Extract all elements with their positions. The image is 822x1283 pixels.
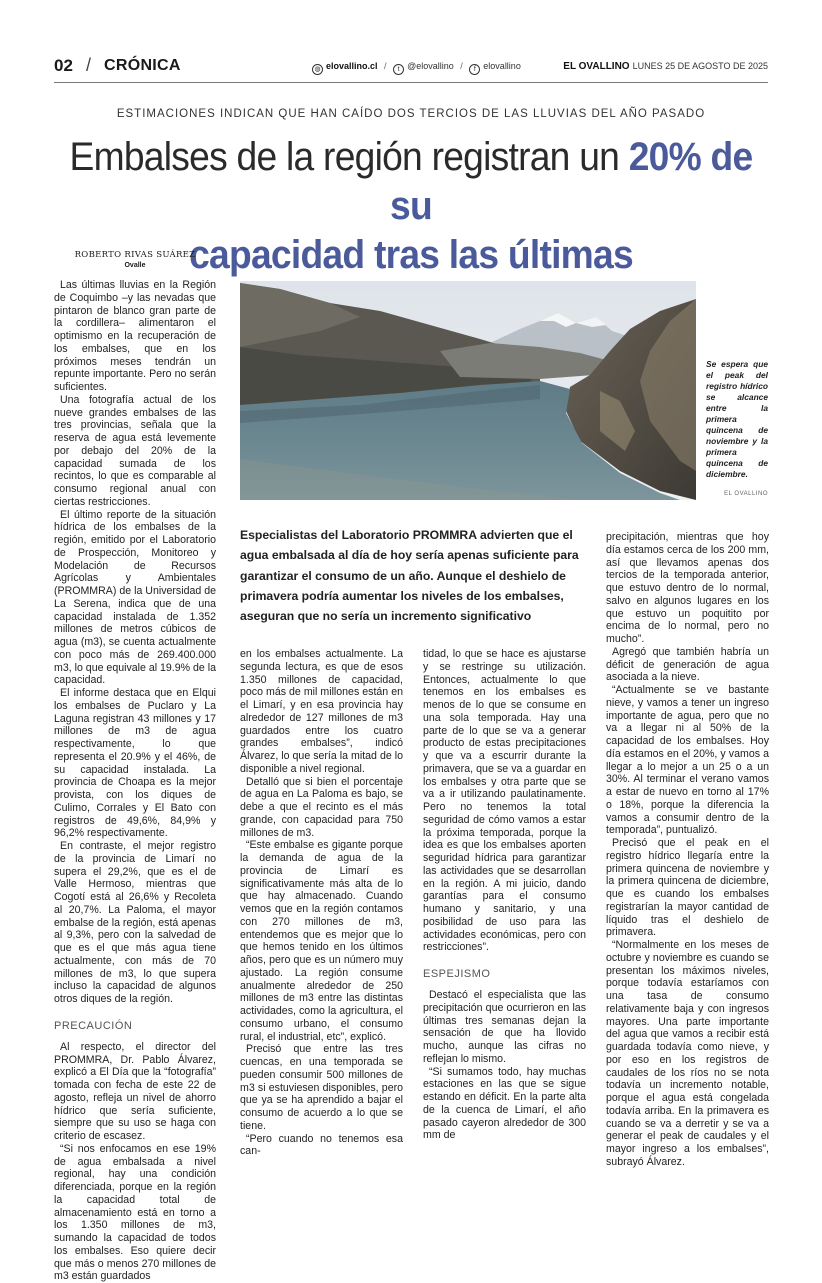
paragraph: Precisó que entre las tres cuencas, en una temporada se pueden consumir 500 millones de m3 si estuviesen disponibles, pero que ya se ha aprendido a bajar el consumo de acuerdo a lo que se tiene. bbox=[240, 1043, 403, 1132]
paragraph: “Pero cuando no tenemos esa can- bbox=[240, 1132, 403, 1158]
paragraph: Una fotografía actual de los nueve grandes embalses de las tres provincias, señala que la reserva de agua está levemente por debajo del 20% de la capacidad sumada de los recintos, lo que es comparable al consumo regional anual con ciertas restricciones. bbox=[54, 393, 216, 508]
twitter-icon: t bbox=[393, 64, 404, 75]
twitter-handle[interactable]: @elovallino bbox=[407, 61, 454, 71]
paragraph: “Este embalse es gigante porque la demanda de agua de la provincia de Limarí es significativamente más alta de lo que hay almacenado. Cuando vemos que en la región contamos con 270 millones de m3, entendemos que es mejor que lo que hemos tenido en los últimos años, pero que es un número muy ajustado. La región consume anualmente alrededor de 250 millones de m3 entre las distintas actividades, como la agricultura, el consumo urbano, el consumo rural, el industrial, etc”, explicó. bbox=[240, 839, 403, 1043]
header-rule bbox=[54, 82, 768, 83]
subhead-espejismo: ESPEJISMO bbox=[423, 968, 491, 980]
paragraph: El último reporte de la situación hídrica de los embalses de la región, emitido por el Laboratorio de Prospección, Monitoreo y Modelación de Recursos Agrícolas y Ambientales (PROMMRA) de la Universidad de La Serena, indica que de una capacidad instalada de 1.352 millones de metros cúbicos de agua (m3), se cuenta actualmente con poco más de 269.400.000 m3, lo que equivale al 19.9% de la capacidad. bbox=[54, 508, 216, 687]
paragraph: precipitación, mientras que hoy día estamos cerca de los 200 mm, así que llevamos apenas dos tercios de la temporada anterior, que estuvo dentro de lo normal, salvo en algunos lugares en los que estuvo un poquitito por encima de lo normal, pero no mucho”. bbox=[606, 531, 769, 645]
facebook-icon: f bbox=[469, 64, 480, 75]
article-column-4 bbox=[606, 531, 769, 1168]
paper-info bbox=[563, 61, 768, 72]
dateline-city: Ovalle bbox=[124, 262, 146, 269]
paragraph: “Si nos enfocamos en ese 19% de agua embalsada a nivel regional, hay una condición diferenciada, porque en la región la capacidad total de almacenamiento está en torno a los 1.350 millones de m3, sumando la capacidad de todos los embalses. Eso quiere decir que más o menos 270 millones de m3 están guardados bbox=[54, 1142, 216, 1283]
photo-caption: Se espera que el peak del registro hídrico se alcance entre la primera quincena de noviembre y la primera quincena de diciembre. bbox=[706, 359, 768, 479]
page-number: 02 bbox=[54, 56, 73, 75]
reservoir-landscape-image bbox=[240, 281, 696, 500]
paragraph: Detalló que si bien el porcentaje de agua en La Paloma es bajo, se debe a que el recinto es el más grande, con capacidad para 750 millones de m3. bbox=[240, 775, 403, 839]
article-column-2 bbox=[240, 648, 403, 1158]
paragraph: en los embalses actualmente. La segunda lectura, es que de esos 1.350 millones de capacidad, poco más de mil millones están en el Limarí, y en esa provincia hay alrededor de 127 millones de m3 guardados entre los cuatro grandes embalses”, indicó Álvarez, lo que sería la mitad de lo disponible a nivel regional. bbox=[240, 648, 403, 775]
article-column-3 bbox=[423, 648, 586, 1142]
paragraph: tidad, lo que se hace es ajustarse y se restringe su utilización. Entonces, actualmente lo que tenemos en los embalses es menos de lo que se consume en una sola temporada. Hay una parte de lo que se va a generar producto de estas precipitaciones y que va a escurrir durante la primavera, que se va a guardar en los embalses y otra parte que se va a ir utilizando paulatinamente. Pero no tenemos la total seguridad de cómo vamos a estar la próxima temporada, porque la idea es que los embalses aporten seguridad hídrica para garantizar las actividades que se desarrollan en la región. A mi juicio, dando garantías para el consumo humano y sanitario, y una posibilidad de uso para las actividades económicas, pero con restricciones”. bbox=[423, 648, 586, 954]
headline-regular: Embalses de la región registran un bbox=[69, 135, 629, 179]
page-header bbox=[54, 54, 768, 80]
author-name: ROBERTO RIVAS SUÁREZ bbox=[74, 250, 196, 260]
paragraph: Al respecto, el director del PROMMRA, Dr. Pablo Álvarez, explicó a El Día que la “fotografía” tomada con fecha de este 22 de agosto, refleja un nivel de ahorro hídrico que sería suficiente, siempre que su uso se haga con criterio de escasez. bbox=[54, 1040, 216, 1142]
reservoir-photo bbox=[240, 281, 696, 500]
section-name: CRÓNICA bbox=[104, 57, 181, 74]
paragraph: Las últimas lluvias en la Región de Coquimbo –y las nevadas que pintaron de blanco gran parte de la cordillera– alimentaron el optimismo en la recuperación de los embalses, que en los próximos meses tendrán un repunte importante. Pero no serán suficientes. bbox=[54, 279, 216, 393]
paragraph: “Si sumamos todo, hay muchas estaciones en las que se sigue estando en déficit. En la parte alta de la cuenca de Limarí, el año pasado cayeron alrededor de 300 mm de bbox=[423, 1065, 586, 1142]
lead-paragraph: Especialistas del Laboratorio PROMMRA advierten que el agua embalsada al día de hoy sería apenas suficiente para garantizar el consumo de un año. Aunque el deshielo de primavera podría aumentar los niveles de los embalses, aseguran que no sería un incremento significativo bbox=[240, 528, 579, 624]
paper-name: EL OVALLINO bbox=[563, 61, 630, 72]
paragraph: En contraste, el mejor registro de la provincia de Limarí no supera el 29,2%, que es el de Valle Hermoso, mientras que Cogotí está al 26,6% y Recoleta al 20,7%. La Paloma, el mayor embalse de la región, está apenas al 9,3%, pero con la salvedad de que es el que más agua tiene actualmente, con más de 70 millones de m3, lo que supera incluso la capacidad de algunos otros diques de la región. bbox=[54, 840, 216, 1005]
web-icon: ◍ bbox=[312, 64, 323, 75]
byline bbox=[54, 250, 216, 269]
paragraph: “Normalmente en los meses de octubre y noviembre es cuando se presentan los máximos niveles, porque todavía estaríamos con una tasa de consumo relativamente baja y con ingresos mayores. Una parte importante del agua que vamos a recibir está guardada todavía como nieve, y por eso en los registros de caudales de los ríos no se nota todavía un incremento notable, porque el agua está congelada todavía arriba. En la primavera es cuando se va a derretir y se va a generar el peak de caudales y el mayor ingreso a los embalses”, subrayó Álvarez. bbox=[606, 939, 769, 1168]
paragraph: Precisó que el peak en el registro hídrico llegaría entre la primera quincena de noviembre y la primera quincena de diciembre, que es cuando los embalses registrarían la mayor cantidad de líquido tras el deshielo de primavera. bbox=[606, 837, 769, 939]
paragraph: El informe destaca que en Elqui los embalses de Puclaro y La Laguna registran 43 millones y 17 millones de m3 de agua respectivamente, lo que representa el 20.9% y el 46%, de su capacidad instalada. La provincia de Choapa es la mejor provista, con los diques de Culimo, Corrales y El Bato con registros de 49,6%, 84,9% y 96,2% respectivamente. bbox=[54, 687, 216, 840]
facebook-handle[interactable]: elovallino bbox=[483, 61, 521, 71]
kicker: ESTIMACIONES INDICAN QUE HAN CAÍDO DOS TERCIOS DE LAS LLUVIAS DEL AÑO PASADO bbox=[116, 108, 706, 120]
photo-credit: EL OVALLINO bbox=[724, 491, 768, 497]
headline-highlight-2: capacidad tras las últimas bbox=[189, 233, 633, 277]
paragraph: Destacó el especialista que las precipitación que ocurrieron en las últimas tres semanas dejan la sensación de que ha llovido mucho, aunque las cifras no reflejan lo mismo. bbox=[423, 989, 586, 1065]
article-column-1 bbox=[54, 279, 216, 1283]
issue-date: LUNES 25 DE AGOSTO DE 2025 bbox=[632, 61, 768, 71]
subhead-precaucion: PRECAUCIÓN bbox=[54, 1019, 133, 1032]
social-links: ◍ elovallino.cl / t @elovallino / f elovallino bbox=[312, 61, 521, 75]
paragraph: “Actualmente se ve bastante nieve, y vamos a tener un ingreso importante de agua, pero que no va a llegar ni al 50% de la capacidad de los embalses. Hoy día estamos en el 20%, y vamos a llegar a lo mejor a un 25 o a un 30%. Al terminar el verano vamos a estar de nuevo en torno al 17% o 18%, porque la diferencia la vamos a consumir dentro de la temporada”, puntualizó. bbox=[606, 684, 769, 837]
headline-highlight-1: 20% de su bbox=[390, 135, 753, 228]
paragraph: Agregó que también habría un déficit de generación de agua asociada a la nieve. bbox=[606, 645, 769, 684]
website-link[interactable]: elovallino.cl bbox=[326, 61, 378, 71]
header-divider: / bbox=[86, 55, 92, 75]
